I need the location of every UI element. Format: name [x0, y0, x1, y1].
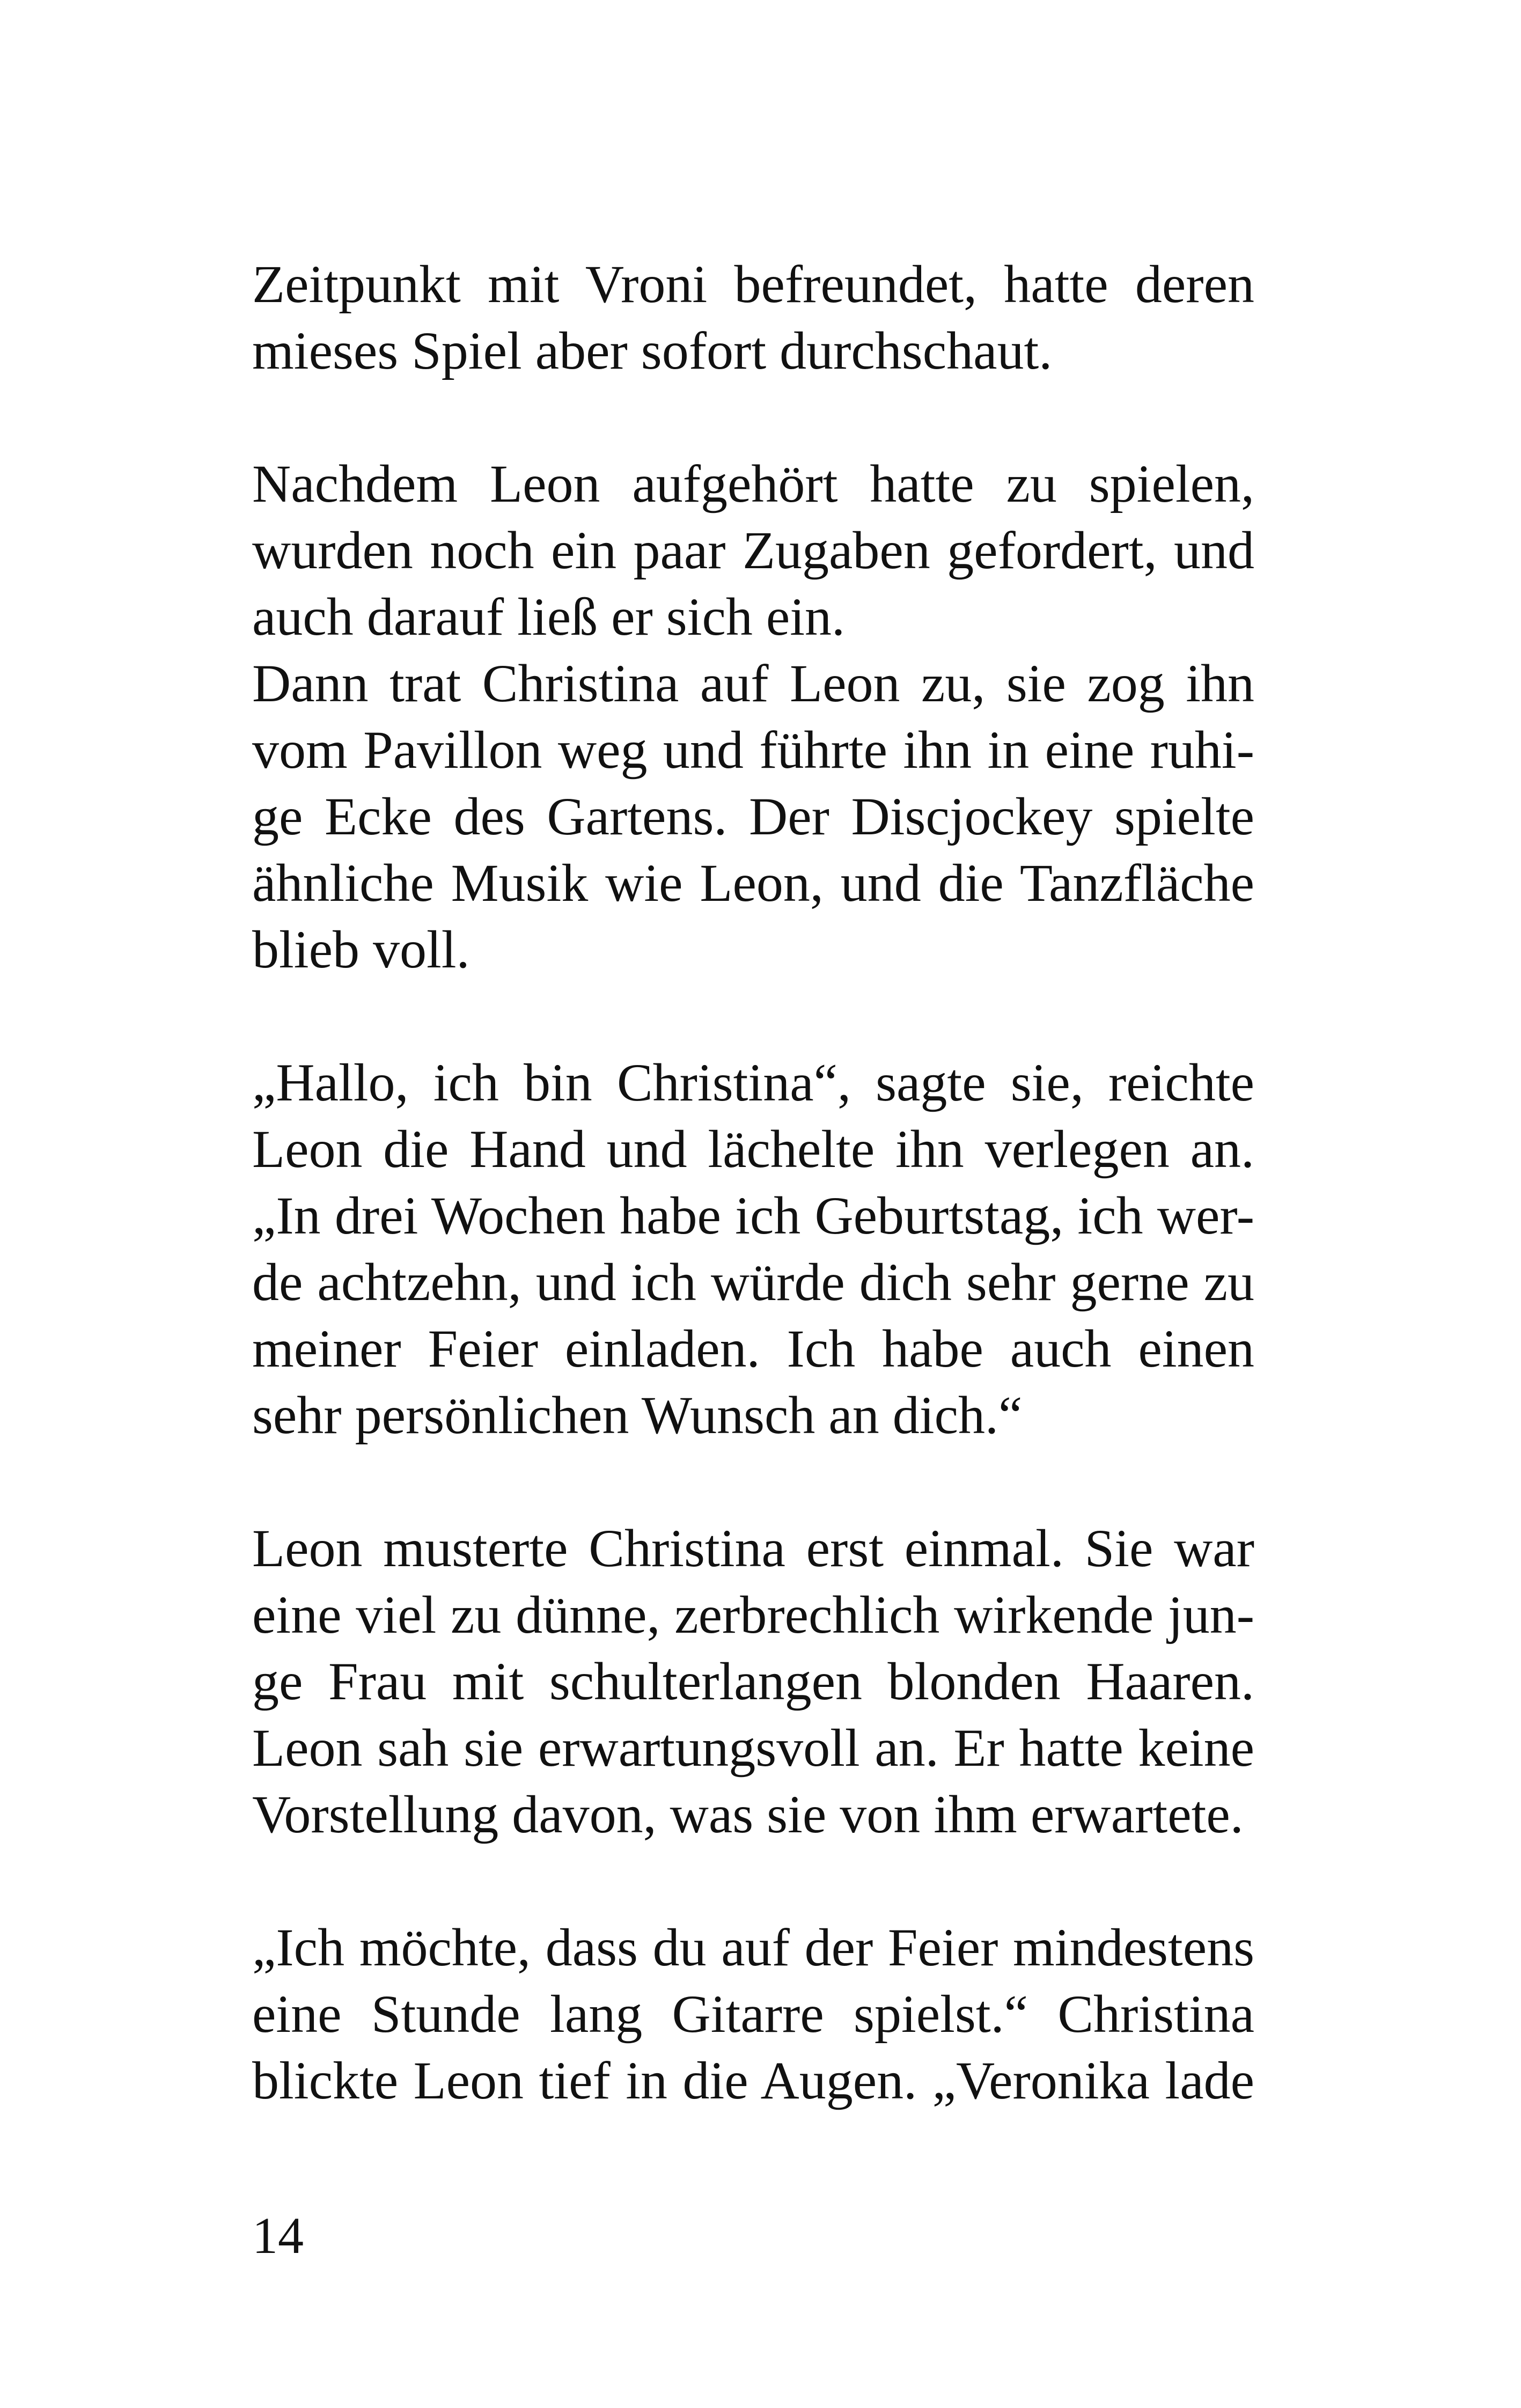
- text-line: mieses Spiel aber sofort durchschaut.: [252, 321, 1053, 380]
- text-line: sehr persönlichen Wunsch an dich.“: [252, 1385, 1023, 1445]
- text-line: ge Ecke des Gartens. Der Discjockey spielte: [252, 787, 1254, 846]
- text-line: auch darauf ließ er sich ein.: [252, 587, 846, 647]
- text-line: Leon die Hand und lächelte ihn verlegen an.: [252, 1119, 1254, 1179]
- text-line: „In drei Wochen habe ich Geburtstag, ich wer-: [252, 1186, 1254, 1245]
- text-line: eine Stunde lang Gitarre spielst.“ Christina: [252, 1984, 1254, 2044]
- paragraph-2: [252, 451, 1254, 650]
- paragraph-5: [252, 1515, 1254, 1848]
- page-number: 14: [252, 2207, 304, 2264]
- text-line: eine viel zu dünne, zerbrechlich wirkende jun-: [252, 1585, 1254, 1645]
- text-line: meiner Feier einladen. Ich habe auch einen: [252, 1319, 1254, 1378]
- text-line: Leon musterte Christina erst einmal. Sie war: [252, 1518, 1254, 1578]
- paragraph-3: [252, 650, 1254, 983]
- text-line: ähnliche Musik wie Leon, und die Tanzfläche: [252, 853, 1254, 913]
- paragraph-1: [252, 251, 1254, 384]
- text-line: vom Pavillon weg und führte ihn in eine ruhi-: [252, 720, 1254, 780]
- text-line: Leon sah sie erwartungsvoll an. Er hatte keine: [252, 1718, 1254, 1778]
- text-line: Vorstellung davon, was sie von ihm erwartete.: [252, 1785, 1244, 1844]
- text-line: „Ich möchte, dass du auf der Feier mindestens: [252, 1918, 1254, 1977]
- text-line: de achtzehn, und ich würde dich sehr gerne zu: [252, 1252, 1254, 1312]
- paragraph-6: [252, 1914, 1254, 2114]
- text-line: blieb voll.: [252, 920, 470, 979]
- text-line: „Hallo, ich bin Christina“, sagte sie, reichte: [252, 1053, 1254, 1112]
- text-line: wurden noch ein paar Zugaben gefordert, und: [252, 520, 1254, 580]
- text-line: blickte Leon tief in die Augen. „Veronika lade: [252, 2051, 1254, 2110]
- body-text: [252, 251, 1254, 2114]
- text-line: Nachdem Leon aufgehört hatte zu spielen,: [252, 454, 1254, 513]
- text-line: Dann trat Christina auf Leon zu, sie zog ihn: [252, 654, 1254, 713]
- paragraph-4: [252, 1049, 1254, 1449]
- text-line: ge Frau mit schulterlangen blonden Haaren.: [252, 1651, 1254, 1711]
- text-line: Zeitpunkt mit Vroni befreundet, hatte deren: [252, 254, 1254, 314]
